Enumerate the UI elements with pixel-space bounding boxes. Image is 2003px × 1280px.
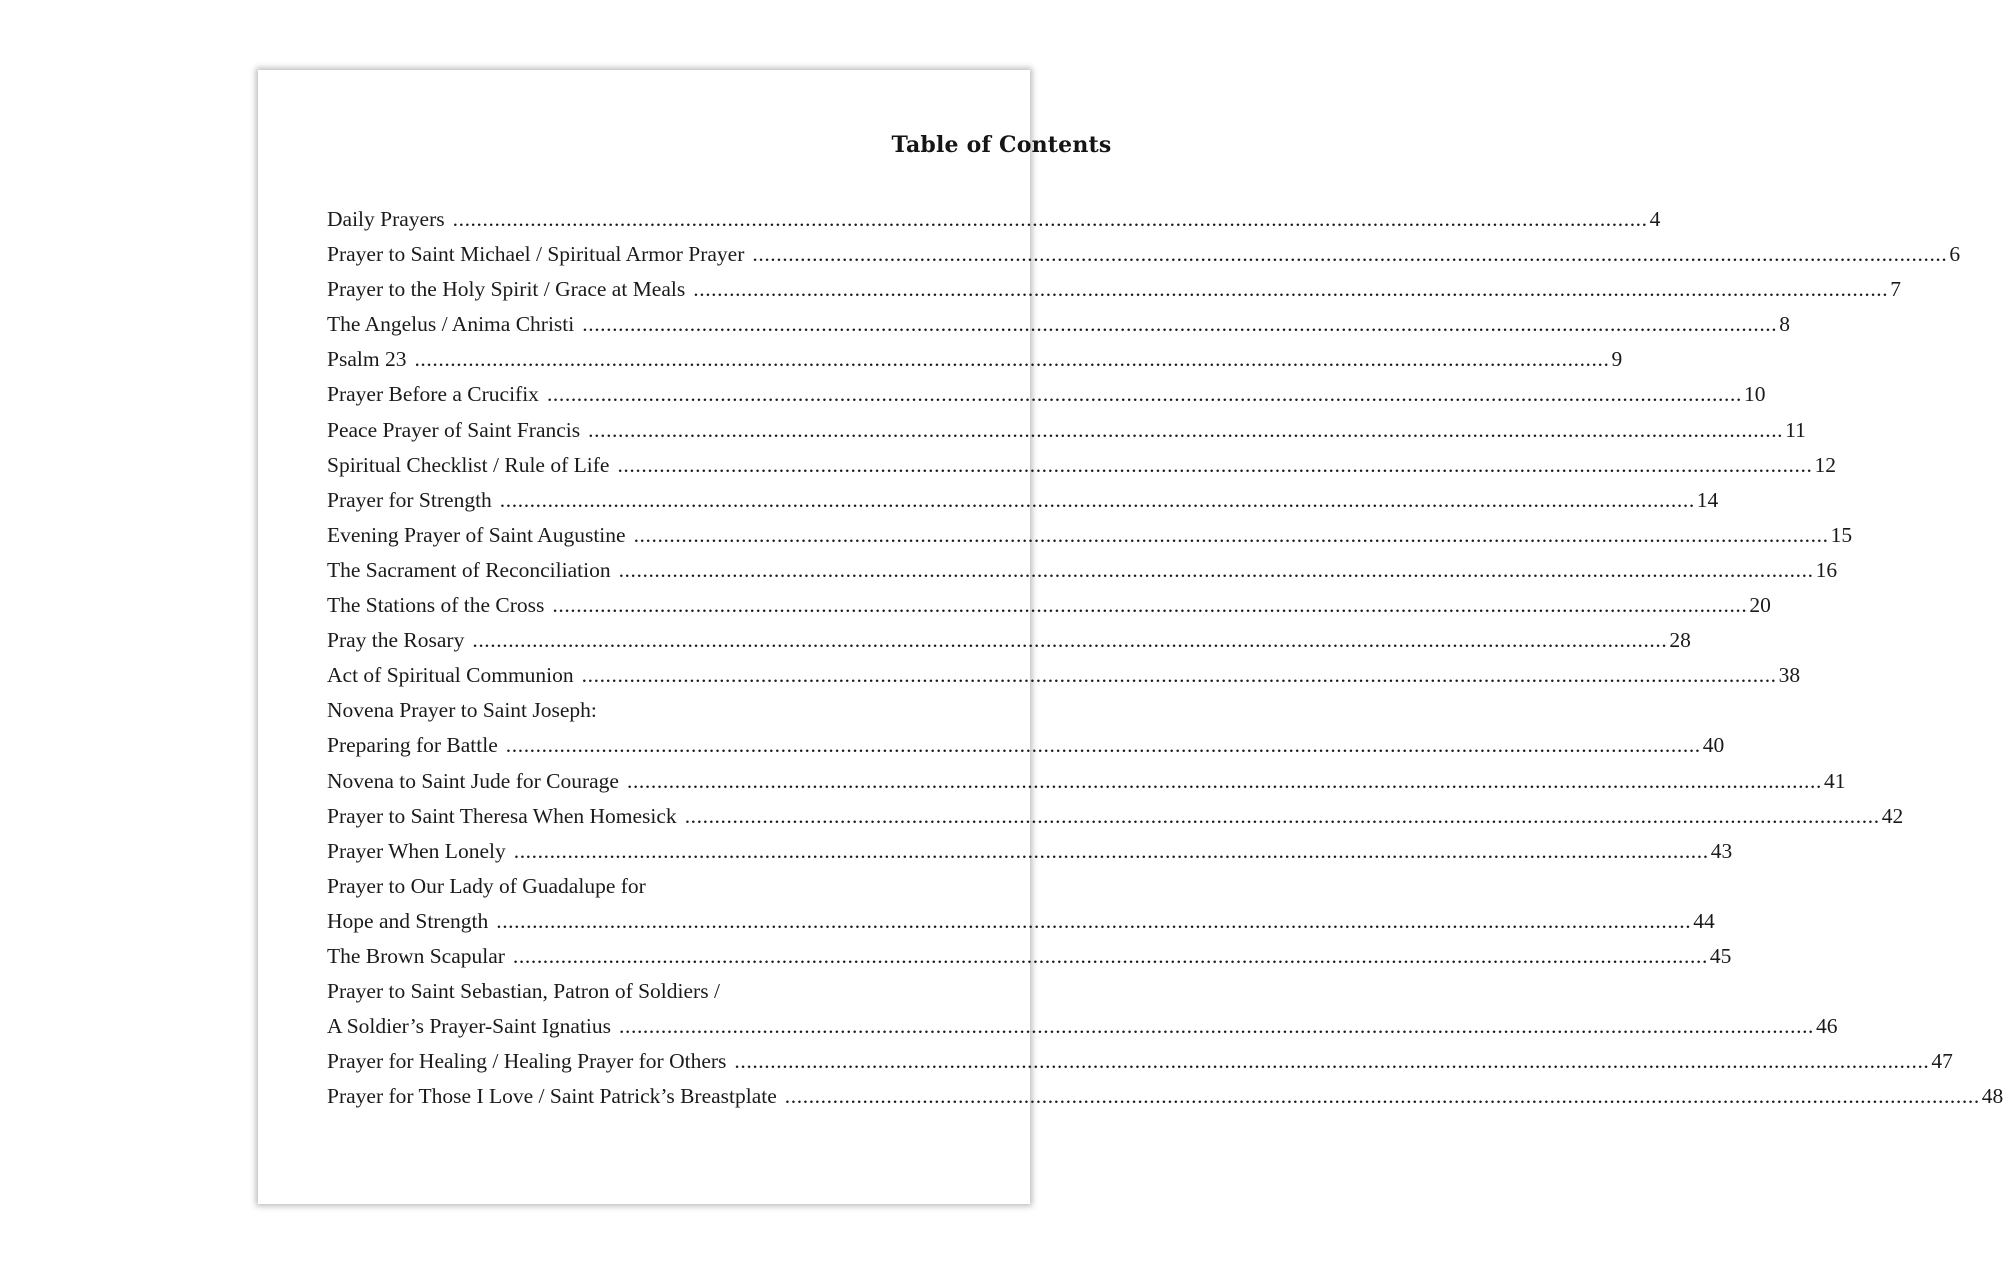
dot-leader: ........................................................................................................................................................................................................ [684,803,1880,828]
toc-entry-title: Prayer for Strength [327,487,492,512]
toc-page-number: 16 [1815,557,1838,582]
toc-entry-title: Act of Spiritual Communion [327,663,574,688]
dot-leader: ........................................................................................................................................................................................................ [512,943,1708,968]
toc-entry [327,553,1838,588]
toc-entry [327,834,1733,869]
toc-entry [327,588,1771,623]
toc-entry [327,483,1719,518]
toc-entry [327,764,1846,799]
toc-page-number: 15 [1830,522,1853,547]
toc-entry [327,869,945,904]
dot-leader: ........................................................................................................................................................................................................ [617,452,1813,477]
toc-entry-title: The Stations of the Cross [327,593,545,618]
toc-entry [327,728,1725,763]
toc-entry [327,939,1732,974]
toc-page-number: 45 [1709,943,1732,968]
dot-leader: ........................................................................................................................................................................................................ [505,733,1701,758]
toc-entry-title: Spiritual Checklist / Rule of Life [327,452,610,477]
toc-page-number: 42 [1881,803,1904,828]
dot-leader: ........................................................................................................................................................................................................ [546,382,1742,407]
toc-page-number: 43 [1710,838,1733,863]
toc-entry [327,377,1766,412]
toc-entry [327,1044,1953,1079]
dot-leader: ........................................................................................................................................................................................................ [513,838,1709,863]
toc-page-number: 14 [1696,487,1719,512]
toc-page-number: 12 [1814,452,1836,477]
dot-leader: ........................................................................................................................................................................................................ [414,347,1610,372]
toc-entry-title: Prayer to the Holy Spirit / Grace at Meals [327,277,686,302]
toc-entry-title: Novena Prayer to Saint Joseph: [327,698,597,723]
toc-page-number: 47 [1931,1049,1953,1074]
toc-page-number: 7 [1890,277,1901,302]
toc-entry-title: Hope and Strength [327,908,489,933]
toc-entry-title: Daily Prayers [327,207,445,231]
toc-page-number: 20 [1749,593,1771,618]
toc-entry-title: The Sacrament of Reconciliation [327,557,611,582]
toc-entry-title: A Soldier’s Prayer-Saint Ignatius [327,1014,612,1039]
toc-entry-title: Prayer to Saint Sebastian, Patron of Soldiers / [327,979,720,1004]
toc-entry [327,693,945,728]
dot-leader: ........................................................................................................................................................................................................ [499,487,1695,512]
toc-entry-title: Novena to Saint Jude for Courage [327,768,619,793]
toc-entry-title: The Brown Scapular [327,943,505,968]
toc-entry [327,307,1790,342]
toc-entry [327,658,1801,693]
toc-page-number: 9 [1611,347,1623,372]
toc-entry [327,904,1715,939]
toc-entry [327,237,1961,272]
toc-entry [327,799,1904,834]
dot-leader: ........................................................................................................................................................................................................ [626,768,1822,793]
toc-page-number: 10 [1743,382,1766,407]
dot-leader: ........................................................................................................................................................................................................ [633,522,1829,547]
dot-leader: ........................................................................................................................................................................................................ [734,1049,1930,1074]
toc-entry-title: The Angelus / Anima Christi [327,312,575,337]
toc-page-number: 48 [1981,1084,2003,1109]
toc-page-number: 41 [1823,768,1846,793]
toc-page-number: 8 [1779,312,1790,337]
toc-entry-title: Psalm 23 [327,347,407,372]
toc-entry-title: Prayer to Saint Michael / Spiritual Armor Prayer [327,242,745,267]
dot-leader: ........................................................................................................................................................................................................ [582,312,1778,337]
dot-leader: ........................................................................................................................................................................................................ [619,1014,1815,1039]
dot-leader: ........................................................................................................................................................................................................ [588,417,1784,442]
dot-leader: ........................................................................................................................................................................................................ [496,908,1692,933]
toc-entry-title: Prayer for Those I Love / Saint Patrick’s Breastplate [327,1084,777,1109]
page-title: Table of Contents [891,132,1112,158]
toc-entry [327,623,1691,658]
dot-leader: ........................................................................................................................................................................................................ [472,628,1668,653]
toc-entry [327,342,1623,377]
dot-leader: ........................................................................................................................................................................................................ [581,663,1777,688]
toc-entry [327,1009,1838,1044]
toc-entry-title: Prayer to Saint Theresa When Homesick [327,803,677,828]
dot-leader: ........................................................................................................................................................................................................ [552,593,1748,618]
toc-entry-title: Prayer When Lonely [327,838,506,863]
toc-entry-title: Evening Prayer of Saint Augustine [327,522,626,547]
dot-leader: ........................................................................................................................................................................................................ [752,242,1948,267]
toc-entry [327,202,1661,237]
toc-page-number: 28 [1669,628,1691,653]
dot-leader: ........................................................................................................................................................................................................ [693,277,1889,302]
toc-page-number: 38 [1778,663,1801,688]
dot-leader: ........................................................................................................................................................................................................ [452,207,1648,231]
toc-page-number: 44 [1693,908,1715,933]
table-of-contents [327,202,2003,1114]
toc-entry [327,413,1806,448]
toc-entry-title: Pray the Rosary [327,628,465,653]
toc-page-number: 46 [1816,1014,1838,1039]
toc-entry-title: Preparing for Battle [327,733,498,758]
toc-entry-title: Peace Prayer of Saint Francis [327,417,581,442]
toc-entry-title: Prayer to Our Lady of Guadalupe for [327,873,646,898]
toc-page-number: 6 [1949,242,1961,267]
toc-entry [327,272,1901,307]
toc-page-number: 11 [1785,417,1806,442]
toc-entry [327,518,1853,553]
toc-page-number: 4 [1649,207,1661,231]
toc-entry [327,1079,2003,1114]
toc-entry-title: Prayer Before a Crucifix [327,382,539,407]
toc-entry-title: Prayer for Healing / Healing Prayer for Others [327,1049,727,1074]
dot-leader: ........................................................................................................................................................................................................ [784,1084,1980,1109]
dot-leader: ........................................................................................................................................................................................................ [618,557,1814,582]
toc-entry [327,974,945,1009]
toc-entry [327,448,1836,483]
toc-page-number: 40 [1702,733,1725,758]
